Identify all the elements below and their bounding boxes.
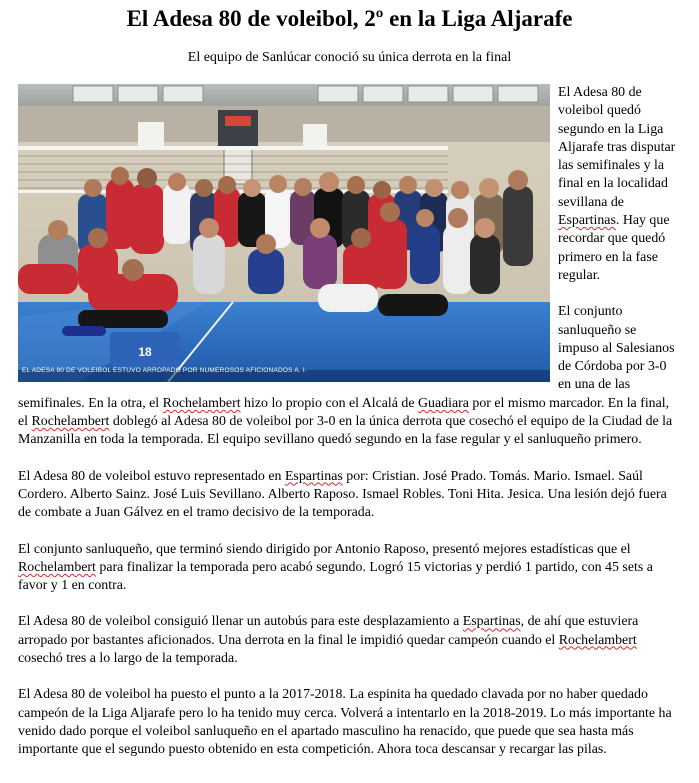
paragraph-6-text-a: El Adesa 80 de voleibol ha puesto el punto a la 2017-2018. La espinita ha quedado clavada por no haber quedado campeón de la Liga Aljarafe pero lo ha tenido muy cerca. Volverá a intentarlo en la 2018-2019. Lo más importante ha venido dado porque el voleibol sanluqueño en el apartado masculino ha renacido, que puede que sea hasta más importante que el segundo puesto obtenido en esta competición. Ahora toca descansar y recargar las pilas. [18,687,672,758]
paragraph-3 [18,468,680,523]
paragraph-1-text-a: El Adesa 80 de voleibol quedó segundo en la Liga Aljarafe tras disputar las semifinales y la final en la localidad sevillana de [558,85,676,210]
paragraph-4-text-c: para finalizar la temporada pero acabó segundo. Logró 15 victorias y perdió 1 partido, con 45 sets a favor y 1 en contra. [18,559,653,594]
place-name: Espartinas [558,213,616,229]
team-photo [18,84,550,382]
paragraph-4-text-a: El conjunto sanluqueño, que terminó siendo dirigido por Antonio Raposo, presentó mejores estadísticas que el [18,541,631,557]
place-name: Espartinas [284,468,343,484]
paragraph-6 [18,686,680,759]
paragraph-2-text-c: hizo lo propio con el Alcalá de [240,395,419,411]
paragraph-5-text-c: , de ahí que estuviera arropado por bastantes aficionados. Una derrota en la final le impidió quedar campeón cuando el [18,614,639,648]
paragraph-4 [18,541,680,596]
paragraph-1-text-c: . Hay que recordar que quedó primero en la fase regular. [558,213,670,283]
paragraph-5-text-a: El Adesa 80 de voleibol consiguió llenar un autobús para este desplazamiento a [18,614,463,630]
subheadline: El equipo de Sanlúcar conoció su única derrota en la final [187,50,512,65]
article-body [18,84,680,778]
paragraph-2-text-a: El conjunto sanluqueño se impuso al Salesianos de Córdoba por 3-0 en una de las semifinales. En la otra, el [18,304,675,411]
team-photo-image [18,84,550,382]
paragraph-5 [18,613,680,668]
team-name: Rochelambert [18,559,96,575]
paragraph-3-text-a: El Adesa 80 de voleibol estuvo representado en [18,468,285,484]
photo-caption: EL ADESA 80 DE VOLEIBOL ESTUVO ARROPADO POR NUMEROSOS AFICIONADOS A. I. [22,366,307,374]
paragraph-3-text-c: por: Cristian. José Prado. Tomás. Mario. Ismael. Saúl Cordero. Alberto Sainz. José Luis Sevillano. Alberto Raposo. Ismael Robles. Toni Hita. Jesica. Una lesión dejó fuera de combate a Juan Gálvez en el tramo decisivo de la temporada. [18,468,667,521]
place-name: Guadiara [418,395,469,411]
team-name: Rochelambert [31,414,110,430]
paragraph-2-text-g: doblegó al Adesa 80 de voleibol por 3-0 en la única derrota que cosechó el equipo de la Ciudad de la Manzanilla en toda la temporada. El equipo sevillano quedó segundo en la fase regular y el sanluqueño primero. [18,414,673,448]
paragraph-2-text-e: por el mismo marcador. En la final, el [18,395,670,430]
headline: El Adesa 80 de voleibol, 2º en la Liga Aljarafe [126,6,573,31]
team-name: Rochelambert [558,632,637,648]
team-name: Rochelambert [162,395,241,411]
place-name: Espartinas [462,614,521,630]
jersey-number: 18 [138,345,152,359]
paragraph-5-text-e: cosechó tres a lo largo de la temporada. [18,651,238,667]
